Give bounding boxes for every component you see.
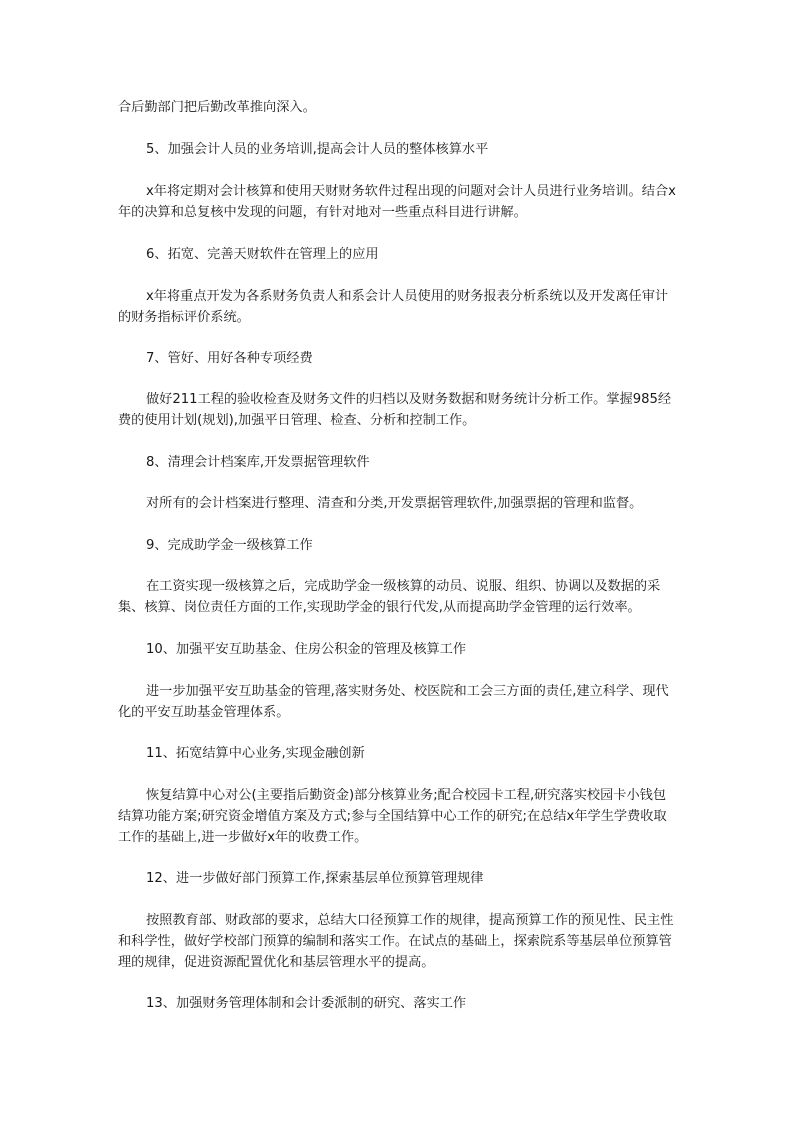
section-9-body: 在工资实现一级核算之后，完成助学金一级核算的动员、说服、组织、协调以及数据的采集、核算、岗位责任方面的工作,实现助学金的银行代发,从而提高助学金管理的运行效率。	[118, 579, 661, 615]
section-8-body: 对所有的会计档案进行整理、清查和分类,开发票据管理软件,加强票据的管理和监督。	[146, 496, 643, 511]
section-5-heading: 5、加强会计人员的业务培训,提高会计人员的整体核算水平	[146, 142, 489, 157]
section-7-body: 做好211工程的验收检查及财务文件的归档以及财务数据和财务统计分析工作。掌握985经费的使用计划(规划),加强平日管理、检查、分析和控制工作。	[118, 392, 672, 428]
section-13-heading: 13、加强财务管理体制和会计委派制的研究、落实工作	[146, 996, 467, 1011]
section-7-heading: 7、管好、用好各种专项经费	[146, 351, 313, 366]
intro-paragraph: 合后勤部门把后勤改革推向深入。	[118, 100, 316, 115]
section-10-body: 进一步加强平安互助基金的管理,落实财务处、校医院和工会三方面的责任,建立科学、现代化的平安互助基金管理体系。	[118, 684, 669, 720]
section-6-heading: 6、拓宽、完善天财软件在管理上的应用	[146, 247, 379, 262]
section-11-heading: 11、拓宽结算中心业务,实现金融创新	[146, 746, 365, 761]
section-12-heading: 12、进一步做好部门预算工作,探索基层单位预算管理规律	[146, 871, 484, 886]
section-11-body: 恢复结算中心对公(主要指后勤资金)部分核算业务;配合校园卡工程,研究落实校园卡小钱包结算功能方案;研究资金增值方案及方式;参与全国结算中心工作的研究;在总结x年学生学费收取工作的基础上,进一步做好x年的收费工作。	[118, 788, 667, 845]
section-9-heading: 9、完成助学金一级核算工作	[146, 538, 313, 553]
section-10-heading: 10、加强平安互助基金、住房公积金的管理及核算工作	[146, 642, 467, 657]
section-6-body: x年将重点开发为各系财务负责人和系会计人员使用的财务报表分析系统以及开发离任审计的财务指标评价系统。	[118, 289, 669, 325]
section-8-heading: 8、清理会计档案库,开发票据管理软件	[146, 455, 370, 470]
section-5-body: x年将定期对会计核算和使用天财财务软件过程出现的问题对会计人员进行业务培训。结合x年的决算和总复核中发现的问题，有针对地对一些重点科目进行讲解。	[118, 184, 676, 220]
section-12-body: 按照教育部、财政部的要求，总结大口径预算工作的规律，提高预算工作的预见性、民主性和科学性，做好学校部门预算的编制和落实工作。在试点的基础上，探索院系等基层单位预算管理的规律，促进资源配置优化和基层管理水平的提高。	[118, 913, 674, 970]
